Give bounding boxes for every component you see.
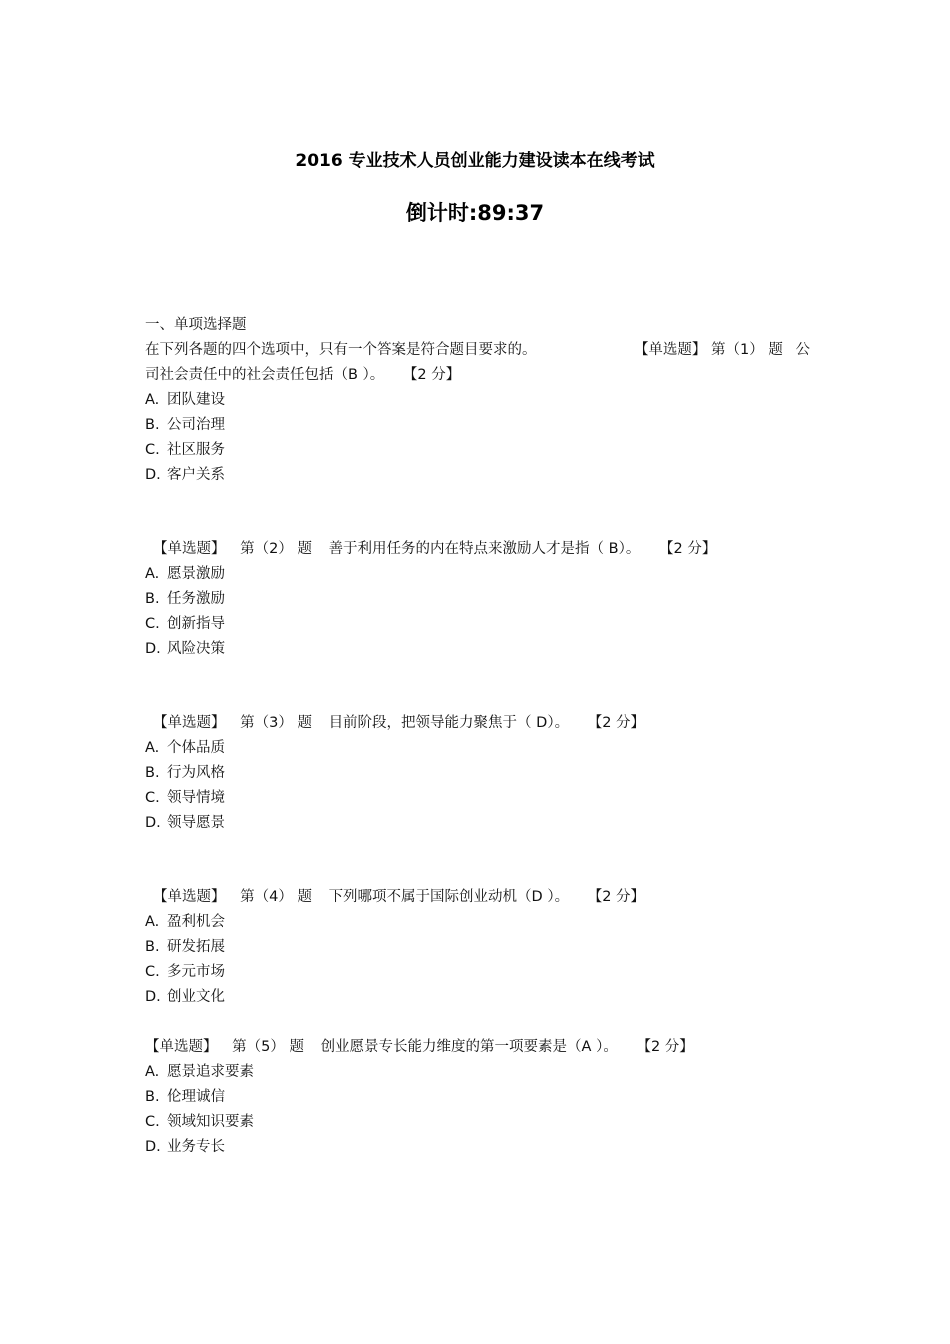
question-number: 第（4） 题 <box>240 889 312 905</box>
question-list <box>145 313 810 1160</box>
option-text: 团队建设 <box>167 392 225 408</box>
option-letter: A. <box>145 1064 160 1080</box>
option-b[interactable] <box>145 935 810 960</box>
option-a[interactable] <box>145 562 810 587</box>
option-letter: C. <box>145 442 160 458</box>
option-b[interactable] <box>145 413 810 438</box>
section-instruction: 在下列各题的四个选项中，只有一个答案是符合题目要求的。 <box>145 342 537 358</box>
option-a[interactable] <box>145 910 810 935</box>
option-letter: D. <box>145 1139 161 1155</box>
option-text: 业务专长 <box>167 1139 225 1155</box>
question-stem: 司社会责任中的社会责任包括（B ）。 <box>145 367 385 383</box>
option-text: 愿景追求要素 <box>167 1064 254 1080</box>
option-letter: B. <box>145 1089 160 1105</box>
question-type-tag: 【单选题】 <box>153 541 226 557</box>
question-score: 【2 分】 <box>636 1039 694 1055</box>
option-c[interactable] <box>145 786 810 811</box>
question-4-header <box>145 885 810 910</box>
option-d[interactable] <box>145 463 810 488</box>
exam-title: 2016 专业技术人员创业能力建设读本在线考试 <box>295 151 655 171</box>
option-d[interactable] <box>145 637 810 662</box>
option-letter: B. <box>145 765 160 781</box>
option-text: 领域知识要素 <box>167 1114 254 1130</box>
option-letter: D. <box>145 815 161 831</box>
option-d[interactable] <box>145 811 810 836</box>
option-text: 领导愿景 <box>167 815 225 831</box>
question-number: 第（5） 题 <box>232 1039 304 1055</box>
question-1-header <box>145 338 810 363</box>
option-d[interactable] <box>145 1135 810 1160</box>
question-score: 【2 分】 <box>658 541 717 557</box>
question-score: 【2 分】 <box>587 715 646 731</box>
option-a[interactable] <box>145 736 810 761</box>
option-text: 多元市场 <box>167 964 225 980</box>
option-c[interactable] <box>145 960 810 985</box>
question-type-tag: 【单选题】 <box>633 342 707 358</box>
question-number: 第（3） 题 <box>240 715 312 731</box>
question-stem: 善于利用任务的内在特点来激励人才是指（ B）。 <box>328 541 641 557</box>
option-b[interactable] <box>145 761 810 786</box>
countdown-timer: 倒计时:89:37 <box>405 201 545 225</box>
question-number: 第（2） 题 <box>240 541 312 557</box>
option-letter: C. <box>145 1114 160 1130</box>
option-d[interactable] <box>145 985 810 1010</box>
option-text: 公司治理 <box>167 417 225 433</box>
option-a[interactable] <box>145 388 810 413</box>
question-number: 第（1） 题 <box>711 342 783 358</box>
question-type-tag: 【单选题】 <box>153 889 226 905</box>
option-text: 个体品质 <box>167 740 225 756</box>
option-text: 客户关系 <box>167 467 225 483</box>
question-score: 【2 分】 <box>402 367 461 383</box>
option-text: 创新指导 <box>167 616 225 632</box>
option-letter: C. <box>145 790 160 806</box>
question-type-tag: 【单选题】 <box>145 1039 218 1055</box>
question-5-header <box>145 1035 810 1060</box>
option-text: 研发拓展 <box>167 939 225 955</box>
question-stem-part: 公 <box>795 342 810 358</box>
option-letter: D. <box>145 641 161 657</box>
option-c[interactable] <box>145 612 810 637</box>
option-letter: B. <box>145 939 160 955</box>
question-type-tag: 【单选题】 <box>153 715 226 731</box>
question-3-header <box>145 711 810 736</box>
option-b[interactable] <box>145 587 810 612</box>
option-letter: C. <box>145 964 160 980</box>
option-letter: A. <box>145 914 160 930</box>
option-letter: D. <box>145 467 161 483</box>
option-text: 风险决策 <box>167 641 225 657</box>
question-score: 【2 分】 <box>587 889 646 905</box>
question-2-header <box>145 537 810 562</box>
option-text: 伦理诚信 <box>167 1089 225 1105</box>
option-letter: D. <box>145 989 161 1005</box>
question-stem: 目前阶段，把领导能力聚焦于（ D）。 <box>328 715 570 731</box>
option-text: 任务激励 <box>167 591 225 607</box>
option-text: 愿景激励 <box>167 566 225 582</box>
option-text: 领导情境 <box>167 790 225 806</box>
option-letter: A. <box>145 740 160 756</box>
option-letter: A. <box>145 392 160 408</box>
option-letter: A. <box>145 566 160 582</box>
option-a[interactable] <box>145 1060 810 1085</box>
option-b[interactable] <box>145 1085 810 1110</box>
question-stem: 创业愿景专长能力维度的第一项要素是（A ）。 <box>320 1039 618 1055</box>
question-1-stem-line <box>145 363 810 388</box>
option-text: 创业文化 <box>167 989 225 1005</box>
section-heading: 一、单项选择题 <box>145 317 247 333</box>
question-1-meta <box>634 338 810 363</box>
option-c[interactable] <box>145 438 810 463</box>
option-text: 行为风格 <box>167 765 225 781</box>
question-stem: 下列哪项不属于国际创业动机（D ）。 <box>328 889 570 905</box>
option-c[interactable] <box>145 1110 810 1135</box>
option-letter: B. <box>145 591 160 607</box>
option-text: 社区服务 <box>167 442 225 458</box>
option-text: 盈利机会 <box>167 914 225 930</box>
option-letter: B. <box>145 417 160 433</box>
option-letter: C. <box>145 616 160 632</box>
